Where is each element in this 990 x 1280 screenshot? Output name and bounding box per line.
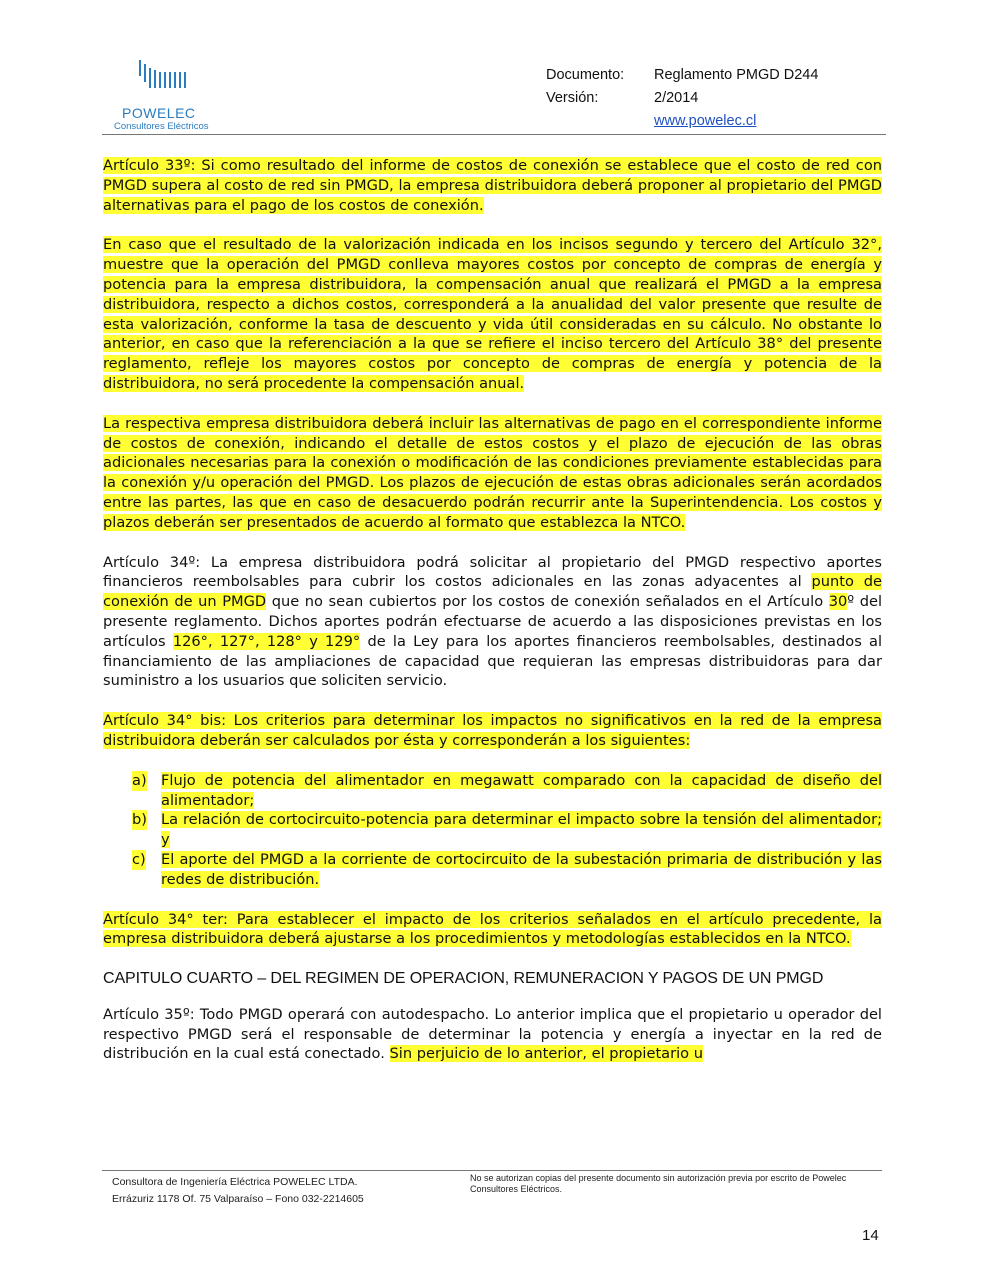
footer-company-info [112,1174,364,1208]
highlighted-text: En caso que el resultado de la valorización indicada en los incisos segundo y tercero del Artículo 32°, muestre que la operación del PMGD conlleva mayores costos por concepto de compras de energía y potencia para la empresa distribuidora, la compensación anual que realizará el PMGD a la empresa distribuidora, respecto a dichos costos, corresponderá a la anualidad del valor presente que resulte de esta valorización, conforme la tasa de descuento y vida útil consideradas en su cálculo. No obstante lo anterior, en caso que la referenciación a la que se refiere el inciso tercero del Artículo 38° del presente reglamento, refleje los mayores costos por concepto de compras de energía y potencia de la distribuidora, no será procedente la compensación anual. [103,236,882,392]
list-item [103,850,882,890]
list-item [103,771,882,811]
list-item [103,810,882,850]
list-marker: a) [132,771,147,789]
chapter-heading: CAPITULO CUARTO – DEL REGIMEN DE OPERACION, REMUNERACION Y PAGOS DE UN PMGD [103,970,824,988]
doc-label: Documento: [546,67,625,83]
footer-company: Consultora de Ingeniería Eléctrica POWELEC LTDA. [112,1176,358,1188]
list-item-text: La relación de cortocircuito-potencia para determinar el impacto sobre la tensión del alimentador; y [161,811,882,849]
footer-notice: No se autorizan copias del presente documento sin autorización previa por escrito de Powelec Consultores Eléctricos. [470,1173,847,1194]
paragraph-article-34-ter [103,910,882,950]
highlighted-text: Sin perjuicio de lo anterior, el propietario u [389,1045,703,1063]
text-run: que no sean cubiertos por los costos de conexión señalados en el Artículo [266,593,829,611]
highlighted-text: Artículo 33º: Si como resultado del informe de costos de conexión se establece que el costo de red con PMGD supera al costo de red sin PMGD, la empresa distribuidora deberá proponer al propietario del PMGD alternativas para el pago de los costos de conexión. [103,157,882,214]
highlighted-text: Artículo 34° bis: Los criterios para determinar los impactos no significativos en la red de la empresa distribuidora deberán ser calculados por ésta y corresponderán a los siguientes: [103,712,882,749]
highlighted-text: La respectiva empresa distribuidora deberá incluir las alternativas de pago en el correspondiente informe de costos de conexión, indicando el detalle de estos costos y el plazo de ejecución de las obras adicionales necesarias para la conexión o modificación de las condiciones previamente establecidas para la conexión y/u operación del PMGD. Los plazos de ejecución de estas obras adicionales serán acordados entre las partes, las que en caso de desacuerdo podrán recurrir ante la Superintendencia. Los costos y plazos deberán ser presentados de acuerdo al formato que establezca la NTCO. [103,414,882,531]
criteria-list [103,771,882,890]
paragraph-compensation [103,235,882,393]
text-run: Artículo 35º: Todo PMGD operará con autodespacho. Lo anterior implica que el propietario u operador del respectivo PMGD será el responsable de determinar la potencia y energía a inyectar en la red de distribución en la cual está conectado. [103,1005,882,1063]
paragraph-payment-alternatives [103,414,882,533]
logo-subtitle: Consultores Eléctricos [114,121,209,132]
document-meta [546,64,818,133]
text-run: de la Ley para los aportes financieros reembolsables, destinados al financiamiento de las ampliaciones de capacidad que requieran las empresas distribuidoras para dar suministro a los usuarios que soliciten servicio. [103,632,883,690]
version-value: 2/2014 [654,90,699,106]
highlighted-text: 30 [828,593,848,611]
version-label: Versión: [546,90,599,106]
page-number: 14 [862,1227,879,1244]
list-item-text: El aporte del PMGD a la corriente de cortocircuito de la subestación primaria de distribución y las redes de distribución. [161,850,882,888]
website-link[interactable]: www.powelec.cl [654,113,757,129]
highlighted-text: 126°, 127°, 128° y 129° [172,632,361,650]
document-body [103,156,882,1084]
highlighted-text: punto de conexión de un PMGD [103,573,882,611]
list-marker: c) [132,850,146,868]
paragraph-article-33 [103,156,882,215]
logo-name: POWELEC [122,105,196,121]
logo-bars-icon [136,58,196,92]
list-marker: b) [132,811,147,829]
highlighted-text: Artículo 34° ter: Para establecer el impacto de los criterios señalados en el artículo precedente, la empresa distribuidora deberá ajustarse a los procedimientos y metodologías establecidos en la NTCO. [103,910,882,948]
text-run: º del presente reglamento. Dichos aportes podrán efectuarse de acuerdo a las disposiciones previstas en los artículos [103,593,883,650]
paragraph-article-35 [103,1005,882,1064]
paragraph-article-34-bis [103,711,882,751]
footer-divider [102,1170,882,1171]
list-item-text: Flujo de potencia del alimentador en megawatt comparado con la capacidad de diseño del alimentador; [161,771,882,809]
footer-address: Errázuriz 1178 Of. 75 Valparaíso – Fono 032-2214605 [112,1193,364,1205]
company-logo [110,58,240,134]
header-divider [102,134,886,135]
text-run: Artículo 34º: La empresa distribuidora podrá solicitar al propietario del PMGD respectivo aportes financieros reembolsables para cubrir los costos adicionales en las zonas adyacentes al [103,553,882,591]
doc-value: Reglamento PMGD D244 [654,67,819,83]
paragraph-article-34 [103,553,882,692]
